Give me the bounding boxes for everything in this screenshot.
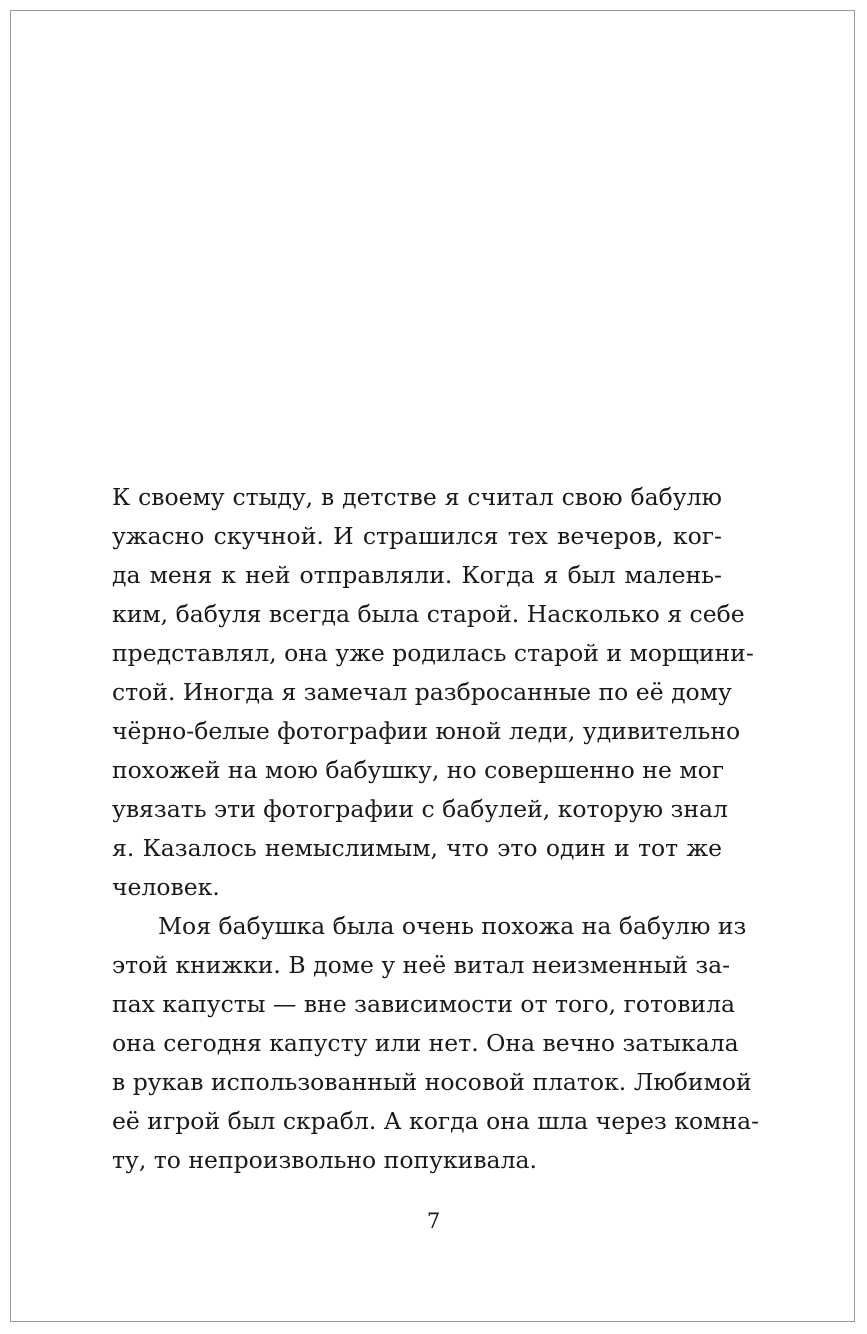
text-line: в рукав использованный носовой платок. Любимой [112, 1068, 752, 1096]
text-line: К своему стыду, в детстве я считал свою бабулю [112, 483, 722, 511]
text-line: я. Казалось немыслимым, что это один и тот же [112, 834, 722, 862]
page-number: 7 [426, 1209, 441, 1233]
text-line: чёрно-белые фотографии юной леди, удивительно [112, 717, 741, 745]
text-line: Моя бабушка была очень похожа на бабулю из [158, 912, 747, 940]
paragraph-1 [112, 478, 754, 907]
text-line: пах капусты — вне зависимости от того, готовила [112, 990, 736, 1018]
text-line: она сегодня капусту или нет. Она вечно затыкала [112, 1029, 739, 1057]
paragraph-2 [112, 907, 760, 1180]
body-text [112, 478, 760, 1180]
text-line: ту, то непроизвольно попукивала. [112, 1146, 537, 1174]
text-line: представлял, она уже родилась старой и морщини- [112, 639, 754, 667]
text-line: её игрой был скрабл. А когда она шла через комна- [112, 1107, 760, 1135]
text-line: похожей на мою бабушку, но совершенно не мог [112, 756, 725, 784]
text-line: ужасно скучной. И страшился тех вечеров, ког- [112, 522, 722, 550]
text-line: увязать эти фотографии с бабулей, которую знал [112, 795, 728, 823]
text-line: этой книжки. В доме у неё витал неизменный за- [112, 951, 731, 979]
text-line: человек. [112, 873, 220, 901]
text-line: стой. Иногда я замечал разбросанные по её дому [112, 678, 732, 706]
text-line: ким, бабуля всегда была старой. Насколько я себе [112, 600, 745, 628]
book-page [10, 10, 855, 1322]
text-line: да меня к ней отправляли. Когда я был малень- [112, 561, 722, 589]
